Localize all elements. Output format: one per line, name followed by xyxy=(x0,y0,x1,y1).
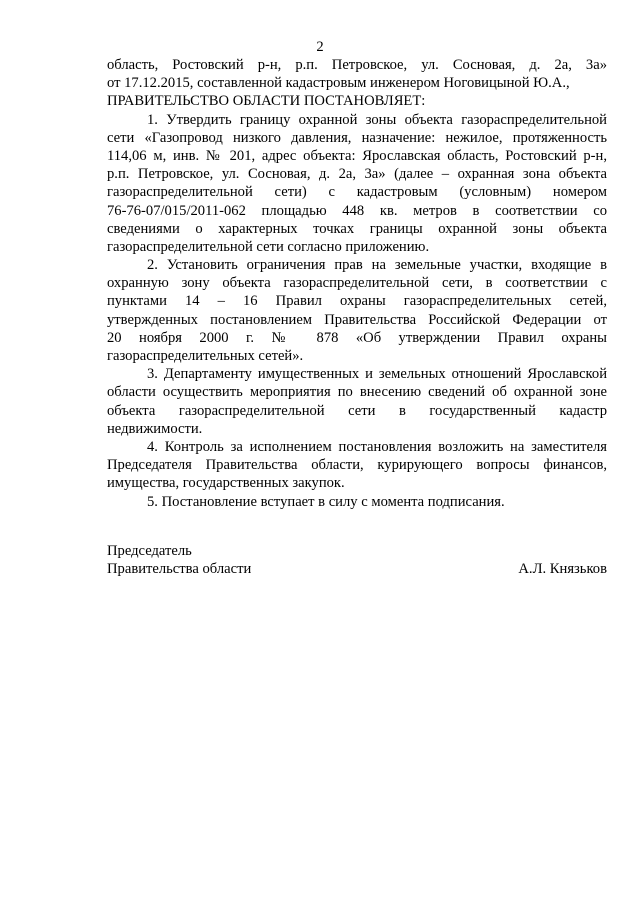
text-line: газораспределительной сети) с кадастровым (условным) номером xyxy=(107,184,607,201)
text-line: 76-76-07/015/2011-062 площадью 448 кв. метров в соответствии со xyxy=(107,202,607,219)
text-line: пунктами 14 – 16 Правил охраны газораспределительных сетей, xyxy=(107,293,607,310)
text-line: ПРАВИТЕЛЬСТВО ОБЛАСТИ ПОСТАНОВЛЯЕТ: xyxy=(107,93,426,110)
text-line: от 17.12.2015, составленной кадастровым инженером Ноговицыной Ю.А., xyxy=(107,75,570,92)
text-line: 114,06 м, инв. № 201, адрес объекта: Ярославская область, Ростовский р-н, xyxy=(107,147,607,164)
text-line: объекта газораспределительной сети в государственный кадастр xyxy=(107,402,607,419)
text-line: имущества, государственных закупок. xyxy=(107,475,345,492)
text-line: газораспределительных сетей». xyxy=(107,348,304,364)
signatory-position-line1: Председатель xyxy=(107,543,192,559)
text-line: 4. Контроль за исполнением постановления возложить на заместителя xyxy=(147,438,607,455)
text-line: 1. Утвердить границу охранной зоны объекта газораспределительной xyxy=(147,111,607,128)
text-line: р.п. Петровское, ул. Сосновая, д. 2а, 3а» (далее – охранная зона объекта xyxy=(107,166,607,183)
signature-row-2 xyxy=(107,560,607,578)
text-line: Председателя Правительства области, курирующего вопросы финансов, xyxy=(107,457,607,474)
text-line: охранную зону объекта газораспределительной сети, в соответствии с xyxy=(107,275,607,292)
signatory-position-line2: Правительства области xyxy=(107,561,252,578)
page-number: 2 xyxy=(316,39,324,55)
text-line: область, Ростовский р-н, р.п. Петровское, ул. Сосновая, д. 2а, 3а» xyxy=(107,57,607,73)
signatory-name: А.Л. Князьков xyxy=(518,561,607,578)
text-line: утвержденных постановлением Правительства Российской Федерации от xyxy=(107,311,607,328)
text-line: 20 ноября 2000 г. № 878 «Об утверждении Правил охраны xyxy=(107,329,607,346)
text-line: области осуществить мероприятия по внесению сведений об охранной зоне xyxy=(107,384,607,401)
text-line: 2. Установить ограничения прав на земельные участки, входящие в xyxy=(147,257,607,274)
signature-block xyxy=(107,542,607,578)
text-line: сети «Газопровод низкого давления, назначение: нежилое, протяженность xyxy=(107,129,607,146)
text-line: газораспределительной сети согласно приложению. xyxy=(107,238,430,255)
text-line: 3. Департаменту имущественных и земельных отношений Ярославской xyxy=(147,366,607,383)
text-line: недвижимости. xyxy=(107,420,203,437)
document-body xyxy=(107,56,607,511)
text-line: 5. Постановление вступает в силу с момента подписания. xyxy=(147,493,505,510)
text-line: сведениями о характерных точках границы охранной зоны объекта xyxy=(107,220,607,237)
signature-row-1 xyxy=(107,542,607,560)
